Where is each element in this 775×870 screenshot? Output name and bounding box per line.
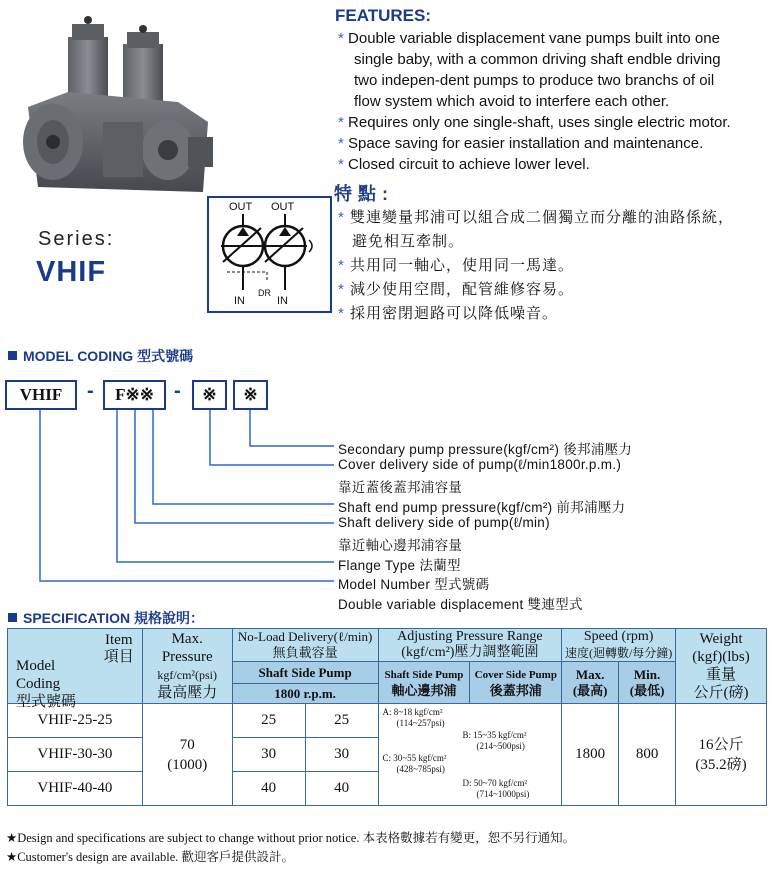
header-adjust: Adjusting Pressure Range (kgf/cm²)壓力調整範圍 [378, 629, 562, 662]
row-delivery-1: 25 [232, 704, 305, 738]
legend-cover-delivery: Cover delivery side of pump(ℓ/min1800r.p.m.) [338, 457, 622, 472]
row-model: VHIF-25-25 [8, 704, 143, 738]
symbol-in-2: IN [277, 295, 288, 307]
code-box-model: VHIF [5, 380, 77, 410]
header-shaft-side: Shaft Side Pump 軸心邊邦浦 [378, 662, 470, 704]
row-delivery-1: 40 [232, 772, 305, 806]
header-speed-min: Min. (最低) [619, 662, 676, 704]
header-shaft-side-pump: Shaft Side Pump [232, 662, 378, 684]
feature-cn-item-4: * 採用密閉迴路可以降低噪音。 [338, 305, 559, 322]
header-model-item: Item 項目 Model Coding 型式號碼 [8, 629, 143, 704]
specification-title: SPECIFICATION 規格說明： [8, 608, 204, 628]
feature-cn-item-3: * 減少使用空間，配管維修容易。 [338, 281, 575, 298]
feature-item-4: * Closed circuit to achieve lower level. [338, 156, 590, 173]
feature-cn-item-2: * 共用同一軸心，使用同一馬達。 [338, 257, 575, 274]
feature-item-1: * Double variable displacement vane pumps built into one single baby, with a common driving shaft endble driving two indepen-dent pumps to produce two branchs of oil flow system which avoid to interfere each other. [338, 30, 721, 110]
code-dash-1: - [87, 380, 94, 402]
note-design-change: ★Design and specifications are subject to change without prior notice. 本表格數據若有變更，恕不另行通知。 [6, 831, 576, 845]
feature-item-3: * Space saving for easier installation and maintenance. [338, 135, 704, 152]
header-speed: Speed (rpm) 速度(迴轉數/每分鐘) [562, 629, 676, 662]
header-rpm: 1800 r.p.m. [232, 684, 378, 704]
legend-model-number: Model Number 型式號碼 [338, 577, 490, 592]
legend-shaft-pressure: Shaft end pump pressure(kgf/cm²) 前邦浦壓力 [338, 500, 626, 515]
features-cn-title: 特點: [334, 184, 394, 204]
hydraulic-symbol [207, 196, 332, 313]
symbol-dr: DR [258, 288, 271, 298]
row-delivery-2: 40 [305, 772, 378, 806]
legend-flange-type: Flange Type 法蘭型 [338, 558, 461, 573]
header-weight: Weight (kgf)(lbs) 重量 公斤(磅) [676, 629, 767, 704]
row-delivery-2: 30 [305, 738, 378, 772]
code-box-flange: F※※ [103, 380, 166, 410]
symbol-out-2: OUT [271, 201, 295, 213]
row-model: VHIF-30-30 [8, 738, 143, 772]
note-customer-design: ★Customer's design are available. 歡迎客戶提供設計。 [6, 850, 295, 864]
feature-cn-item-1: * 雙連變量邦浦可以組合成二個獨立而分離的油路係統， 避免相互牽制。 [338, 209, 735, 250]
legend-double-variable: Double variable displacement 雙連型式 [338, 597, 583, 612]
code-box-secondary: ※ [233, 380, 268, 410]
code-dash-2: - [174, 380, 181, 402]
cell-weight: 16公斤 (35.2磅) [676, 704, 767, 806]
spec-table [7, 628, 767, 806]
symbol-out-1: OUT [229, 201, 253, 213]
row-delivery-2: 25 [305, 704, 378, 738]
cell-speed-min: 800 [619, 704, 676, 806]
cell-pressure: 70 (1000) [142, 704, 232, 806]
table-row [8, 704, 767, 738]
legend-shaft-delivery-cn: 靠近軸心邊邦浦容量 [338, 538, 463, 553]
symbol-in-1: IN [234, 295, 245, 307]
row-model: VHIF-40-40 [8, 772, 143, 806]
legend-cover-delivery-cn: 靠近蓋後蓋邦浦容量 [338, 480, 463, 495]
cell-pressure-ranges: A: 8~18 kgf/cm² (114~257psi) B: 15~35 kgf/cm² (214~500psi) C: 30~55 kgf/cm² (428~785psi) D: 50~70 kgf/cm² (714~1000psi) [378, 704, 562, 806]
series-label: Series: [38, 228, 115, 250]
pump-photo [8, 2, 236, 207]
code-box-cover: ※ [192, 380, 227, 410]
legend-shaft-delivery: Shaft delivery side of pump(ℓ/min) [338, 515, 550, 530]
header-max-pressure: Max. Pressure kgf/cm²(psi) 最高壓力 [142, 629, 232, 704]
legend-secondary-pressure: Secondary pump pressure(kgf/cm²) 後邦浦壓力 [338, 442, 633, 457]
features-title: FEATURES: [335, 6, 432, 25]
cell-speed-max: 1800 [562, 704, 619, 806]
series-name: VHIF [36, 256, 107, 288]
feature-item-2: * Requires only one single-shaft, uses single electric motor. [338, 114, 731, 131]
header-cover-side: Cover Side Pump 後蓋邦浦 [470, 662, 562, 704]
header-speed-max: Max. (最高) [562, 662, 619, 704]
header-noload: No-Load Delivery(ℓ/min) 無負載容量 [232, 629, 378, 662]
row-delivery-1: 30 [232, 738, 305, 772]
model-coding-title: MODEL CODING 型式號碼 [8, 346, 193, 366]
